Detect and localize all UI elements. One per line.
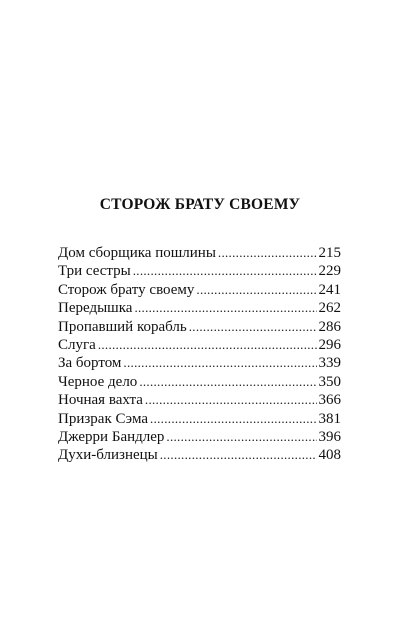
toc-entry-title: Ночная вахта	[58, 392, 143, 409]
toc-entry-page: 339	[318, 355, 341, 372]
toc-entry-page: 408	[318, 447, 341, 464]
toc-entry-title: Три сестры	[58, 263, 131, 280]
toc-entry	[58, 391, 341, 409]
toc-entry-page: 381	[318, 410, 341, 427]
toc-entry-page: 296	[318, 336, 341, 353]
dot-leader	[166, 428, 316, 446]
toc-entry	[58, 281, 341, 299]
toc-entry-title: Пропавший корабль	[58, 318, 187, 335]
toc-entry-title: Дом сборщика пошлины	[58, 245, 216, 261]
toc-entry-title: Призрак Сэма	[58, 410, 149, 427]
toc-entry-page: 396	[318, 428, 341, 445]
toc-entry	[58, 446, 341, 464]
toc-entry-page: 262	[318, 300, 341, 317]
page-title: СТОРОЖ БРАТУ СВОЕМУ	[99, 196, 301, 213]
toc-entry-page: 366	[318, 392, 341, 409]
dot-leader	[150, 410, 316, 428]
toc-entry-page: 286	[318, 318, 341, 335]
toc-entry	[58, 354, 341, 372]
dot-leader	[218, 244, 317, 262]
toc-entry-page: 350	[318, 373, 341, 390]
dot-leader	[133, 262, 317, 280]
toc-entry-title: Передышка	[58, 300, 133, 317]
toc-entry	[58, 299, 341, 317]
toc-entry-title: За бортом	[58, 355, 122, 372]
toc-entry	[58, 244, 341, 262]
dot-leader	[145, 391, 317, 409]
toc-entry-title: Джерри Бандлер	[58, 428, 165, 445]
toc-entry-page: 215	[318, 245, 341, 261]
toc-entry	[58, 428, 341, 446]
dot-leader	[134, 299, 316, 317]
toc-entry-title: Слуга	[58, 336, 96, 353]
dot-leader	[123, 354, 316, 372]
dot-leader	[98, 336, 317, 354]
dot-leader	[196, 281, 316, 299]
toc-entry-title: Черное дело	[58, 373, 138, 390]
toc-entry-title: Сторож брату своему	[58, 281, 195, 298]
toc-entry-page: 229	[318, 263, 341, 280]
toc-entry	[58, 373, 341, 391]
toc-entry	[58, 262, 341, 280]
toc-entry	[58, 336, 341, 354]
toc-entry-title: Духи-близнецы	[58, 447, 158, 464]
dot-leader	[139, 373, 316, 391]
toc-entry-page: 241	[318, 281, 341, 298]
toc-entry	[58, 318, 341, 336]
dot-leader	[160, 446, 317, 464]
dot-leader	[189, 318, 317, 336]
toc-entry	[58, 410, 341, 428]
table-of-contents	[58, 244, 341, 465]
